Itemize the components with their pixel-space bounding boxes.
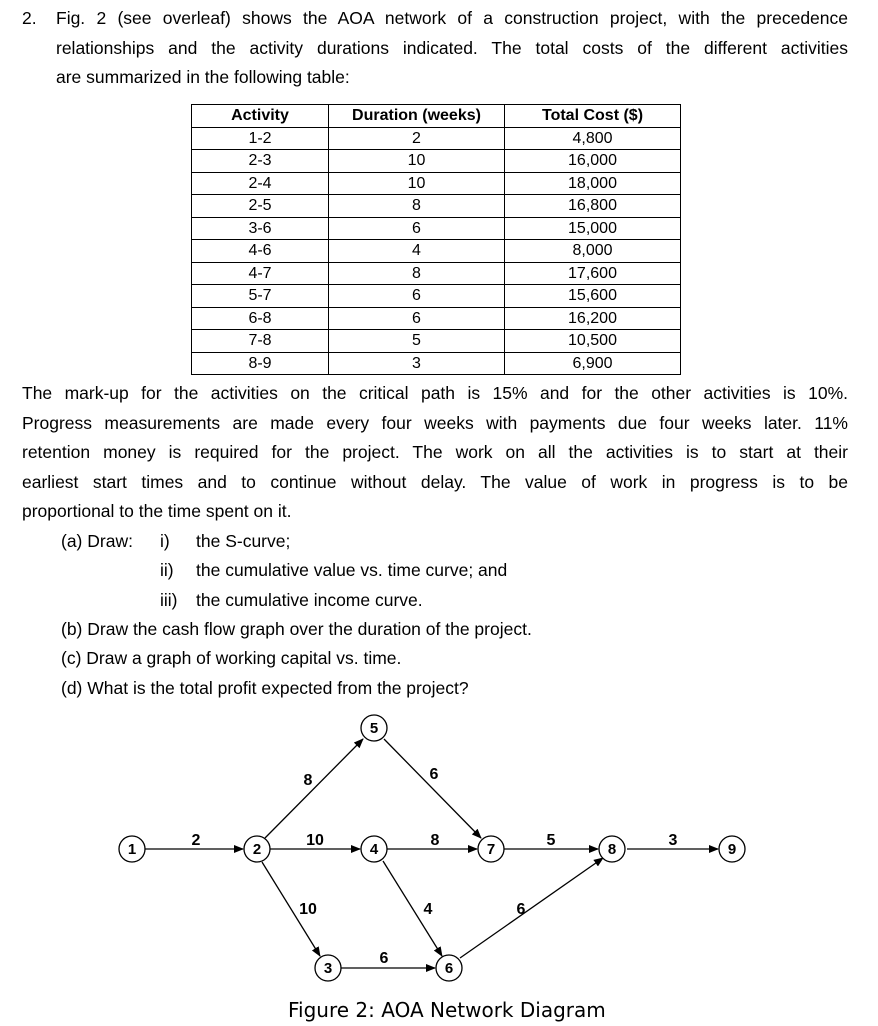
intro-line: Fig. 2 (see overleaf) shows the AOA network of a construction project, with the precedence bbox=[56, 8, 848, 28]
cell-activity: 8-9 bbox=[192, 352, 329, 375]
cell-cost: 16,000 bbox=[505, 150, 681, 173]
part-a-item-num: ii) bbox=[160, 560, 174, 580]
cell-activity: 5-7 bbox=[192, 285, 329, 308]
cell-duration: 10 bbox=[329, 172, 505, 195]
table-row bbox=[192, 330, 681, 353]
node-label-5: 5 bbox=[369, 720, 379, 737]
part-b: (b) Draw the cash flow graph over the duration of the project. bbox=[61, 619, 532, 639]
table-row bbox=[192, 127, 681, 150]
edge-label-3-6: 6 bbox=[379, 950, 389, 967]
edge-label-1-2: 2 bbox=[191, 832, 201, 849]
edge-5-7 bbox=[384, 739, 481, 838]
edge-label-2-5: 8 bbox=[303, 772, 313, 789]
table-row bbox=[192, 240, 681, 263]
cell-cost: 17,600 bbox=[505, 262, 681, 285]
cell-cost: 18,000 bbox=[505, 172, 681, 195]
cell-duration: 6 bbox=[329, 285, 505, 308]
cell-cost: 8,000 bbox=[505, 240, 681, 263]
cell-duration: 2 bbox=[329, 127, 505, 150]
node-label-4: 4 bbox=[369, 841, 379, 858]
cell-duration: 3 bbox=[329, 352, 505, 375]
column-header-duration: Duration (weeks) bbox=[329, 105, 505, 128]
body-line: Progress measurements are made every four weeks with payments due four weeks later. 11% bbox=[22, 412, 848, 433]
edge-4-6 bbox=[383, 861, 442, 956]
body-line: retention money is required for the project. The work on all the activities is to start at their bbox=[22, 442, 848, 462]
cell-cost: 16,200 bbox=[505, 307, 681, 330]
table-row bbox=[192, 217, 681, 240]
part-a-label: (a) Draw: bbox=[61, 531, 133, 551]
column-header-activity: Activity bbox=[192, 105, 329, 128]
table-row bbox=[192, 262, 681, 285]
table-row bbox=[192, 172, 681, 195]
part-a-item-text: the S-curve; bbox=[196, 531, 291, 551]
edge-label-8-9: 3 bbox=[668, 832, 678, 849]
cell-cost: 6,900 bbox=[505, 352, 681, 375]
cell-activity: 2-5 bbox=[192, 195, 329, 218]
cell-duration: 8 bbox=[329, 195, 505, 218]
cell-cost: 15,000 bbox=[505, 217, 681, 240]
cell-duration: 8 bbox=[329, 262, 505, 285]
body-line: proportional to the time spent on it. bbox=[22, 501, 292, 521]
cell-cost: 4,800 bbox=[505, 127, 681, 150]
edge-label-4-6: 4 bbox=[423, 901, 433, 918]
cell-duration: 6 bbox=[329, 217, 505, 240]
intro-line: are summarized in the following table: bbox=[56, 67, 350, 87]
edge-label-6-8: 6 bbox=[516, 901, 526, 918]
node-label-9: 9 bbox=[727, 841, 737, 858]
aoa-network-diagram bbox=[0, 700, 878, 992]
question-intro bbox=[56, 4, 848, 93]
node-label-3: 3 bbox=[323, 960, 333, 977]
part-a-item-num: iii) bbox=[160, 590, 178, 610]
edge-6-8 bbox=[460, 858, 603, 958]
part-a-item-num: i) bbox=[160, 531, 170, 551]
cell-activity: 6-8 bbox=[192, 307, 329, 330]
cell-activity: 2-4 bbox=[192, 172, 329, 195]
table-header-row bbox=[192, 105, 681, 128]
column-header-cost: Total Cost ($) bbox=[505, 105, 681, 128]
activity-cost-table bbox=[191, 104, 681, 375]
table-row bbox=[192, 150, 681, 173]
part-a-item-text: the cumulative income curve. bbox=[196, 590, 423, 610]
part-a-item-text: the cumulative value vs. time curve; and bbox=[196, 560, 508, 580]
node-label-2: 2 bbox=[252, 841, 262, 858]
figure-caption: Figure 2: AOA Network Diagram bbox=[288, 998, 606, 1022]
edge-label-2-4: 10 bbox=[306, 832, 324, 849]
cell-duration: 5 bbox=[329, 330, 505, 353]
cell-cost: 16,800 bbox=[505, 195, 681, 218]
intro-line: relationships and the activity durations indicated. The total costs of the different activities bbox=[56, 37, 848, 58]
part-d: (d) What is the total profit expected from the project? bbox=[61, 678, 469, 698]
cell-activity: 7-8 bbox=[192, 330, 329, 353]
edge-label-4-7: 8 bbox=[430, 832, 440, 849]
question-number: 2. bbox=[22, 8, 37, 28]
cell-activity: 2-3 bbox=[192, 150, 329, 173]
edge-2-5 bbox=[265, 739, 363, 838]
node-label-7: 7 bbox=[486, 841, 496, 858]
cell-cost: 15,600 bbox=[505, 285, 681, 308]
problem-description bbox=[22, 379, 848, 527]
cell-duration: 6 bbox=[329, 307, 505, 330]
cell-cost: 10,500 bbox=[505, 330, 681, 353]
edge-label-5-7: 6 bbox=[429, 766, 439, 783]
body-line: The mark-up for the activities on the critical path is 15% and for the other activities is 10%. bbox=[22, 383, 848, 403]
table-row bbox=[192, 352, 681, 375]
table-row bbox=[192, 195, 681, 218]
node-label-8: 8 bbox=[607, 841, 617, 858]
table-row bbox=[192, 307, 681, 330]
node-label-6: 6 bbox=[444, 960, 454, 977]
edge-label-7-8: 5 bbox=[546, 832, 556, 849]
node-label-1: 1 bbox=[127, 841, 137, 858]
cell-activity: 4-7 bbox=[192, 262, 329, 285]
cell-duration: 4 bbox=[329, 240, 505, 263]
table-row bbox=[192, 285, 681, 308]
edge-label-2-3: 10 bbox=[299, 901, 317, 918]
part-c: (c) Draw a graph of working capital vs. time. bbox=[61, 648, 402, 668]
cell-activity: 1-2 bbox=[192, 127, 329, 150]
cell-activity: 3-6 bbox=[192, 217, 329, 240]
body-line: earliest start times and to continue without delay. The value of work in progress is to be bbox=[22, 471, 848, 492]
cell-activity: 4-6 bbox=[192, 240, 329, 263]
cell-duration: 10 bbox=[329, 150, 505, 173]
